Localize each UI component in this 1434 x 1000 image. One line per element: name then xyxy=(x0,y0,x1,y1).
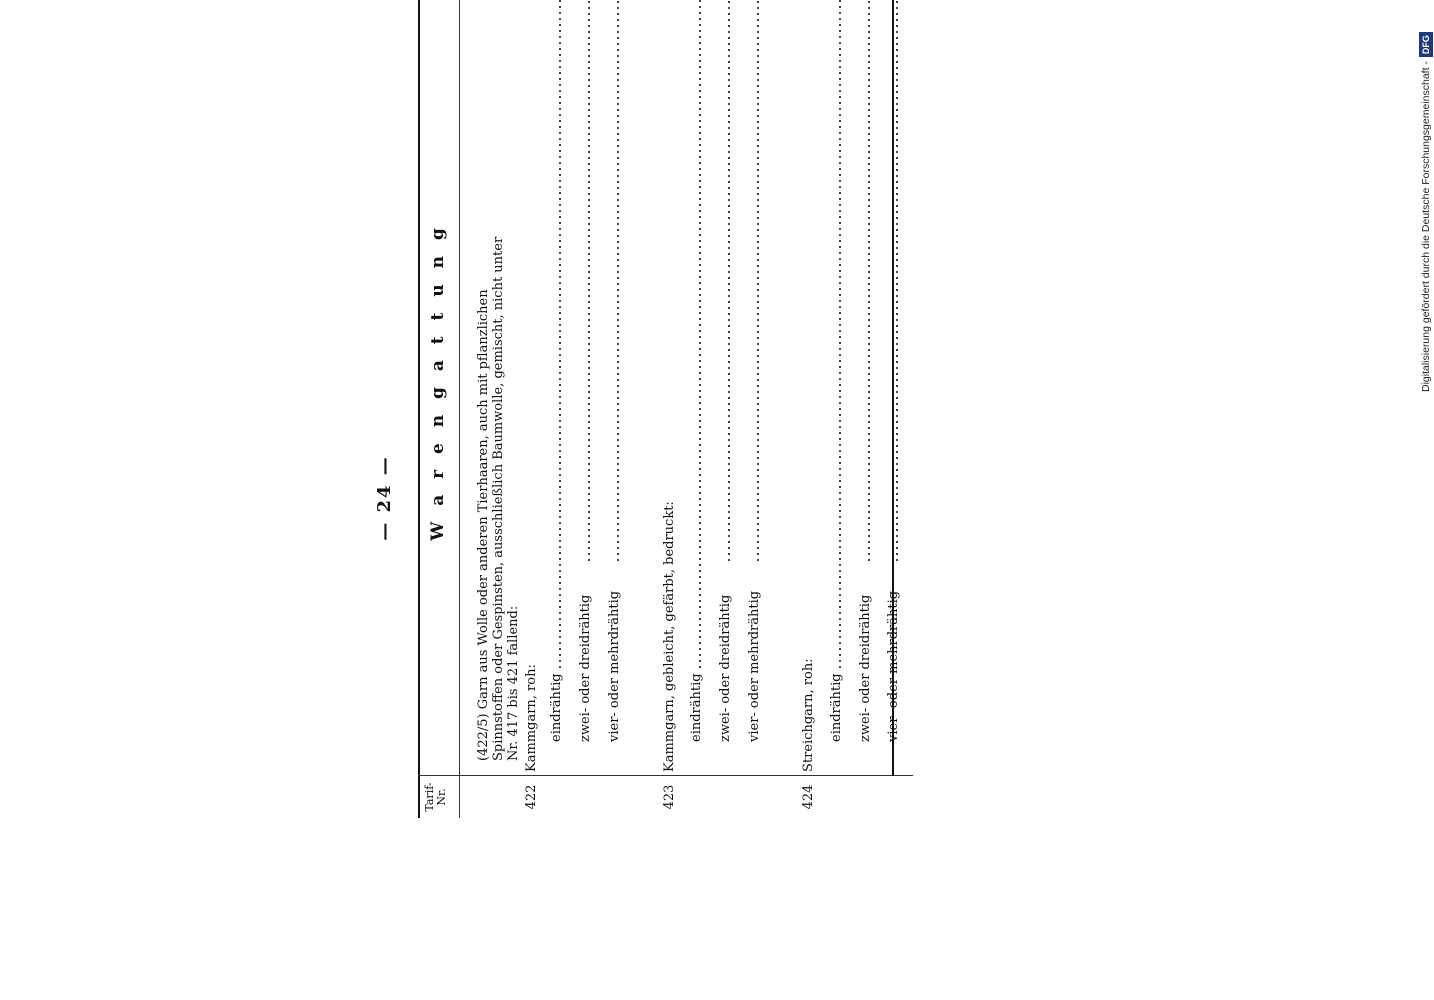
item-label: zwei- oder dreidrähtig xyxy=(578,594,593,742)
item-label: eindrähtig xyxy=(689,673,704,742)
heading-424: Streichgarn, roh: xyxy=(801,658,816,772)
tarif-nr-422: 422 xyxy=(524,784,539,810)
margin-note-text: Digitalisierung gefördert durch die Deutsche Forschungsgemeinschaft - xyxy=(1420,61,1432,392)
item-label: zwei- oder dreidrähtig xyxy=(718,594,733,742)
item-label: vier- oder mehrdrähtig xyxy=(886,590,901,742)
item-label: vier- oder mehrdrähtig xyxy=(607,590,622,742)
tarif-nr-424: 424 xyxy=(801,784,816,810)
page-number: — 24 — xyxy=(374,455,395,541)
item-label: zwei- oder dreidrähtig xyxy=(858,594,873,742)
header-tarif-nr: Tarif- Nr. xyxy=(423,782,448,812)
dfg-logo: DFG xyxy=(1419,32,1433,57)
heading-422: Kammgarn, roh: xyxy=(524,664,539,772)
margin-note xyxy=(1418,2,1434,392)
intro-422: (422/5) Garn aus Wolle oder anderen Tierhaaren, auch mit pflanzlichen Spinnstoffen oder Gespinsten, ausschließlich Baumwolle, gemischt, nicht unter Nr. 417 bis 421 fallend: xyxy=(476,236,521,761)
item-label: vier- oder mehrdrähtig xyxy=(747,590,762,742)
tarif-nr-423: 423 xyxy=(662,784,677,810)
item-label: eindrähtig xyxy=(549,673,564,742)
header-warengattung: W a r e n g a t t u n g xyxy=(428,223,448,541)
item-label: eindrähtig xyxy=(829,673,844,742)
rotated-document-page-continued xyxy=(294,178,1219,818)
heading-423: Kammgarn, gebleicht, gefärbt, bedruckt: xyxy=(662,501,677,772)
